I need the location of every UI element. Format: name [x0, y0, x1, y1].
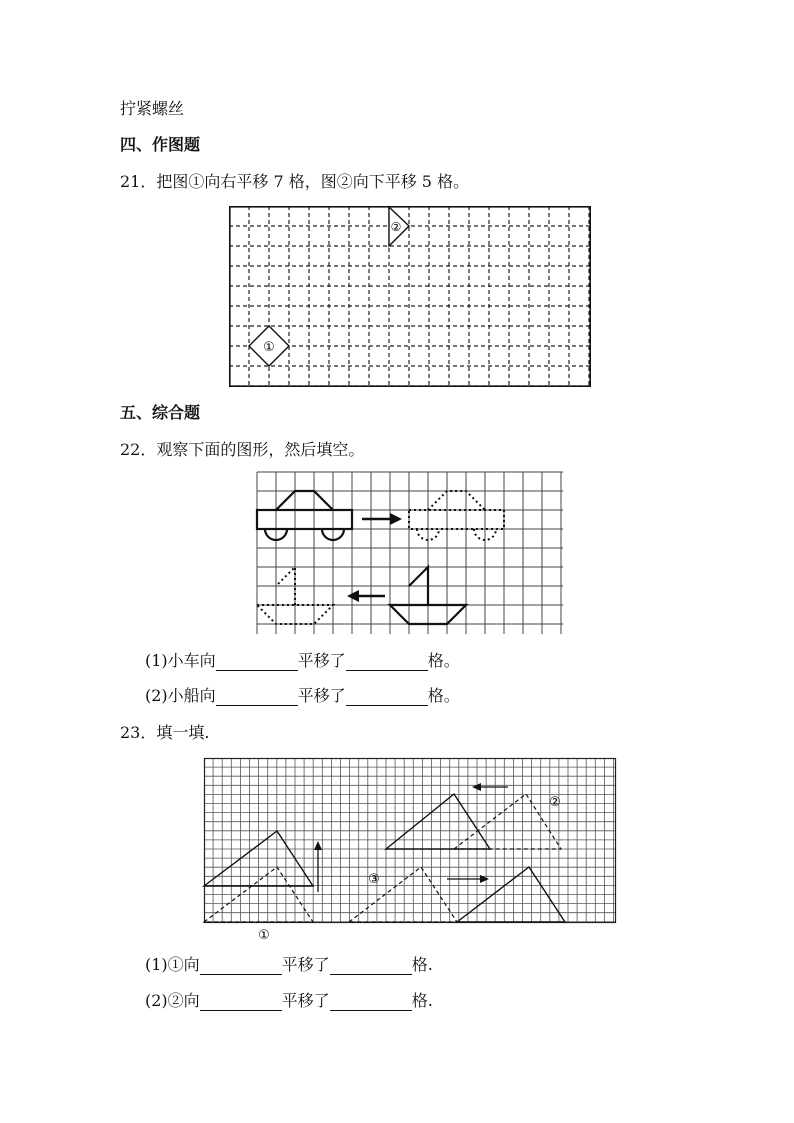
q22-sub2-suffix: 格。 [427, 686, 460, 705]
q22-sub2-prefix: (2)小船向 [145, 686, 216, 705]
question-21-text: 21．把图①向右平移 7 格，图②向下平移 5 格。 [120, 172, 470, 191]
q23-sub1 [145, 955, 433, 975]
section-4-title: 四、作图题 [120, 135, 201, 154]
q23-grid-figure [204, 758, 616, 943]
q23-sub1-mid: 平移了 [281, 955, 330, 974]
q22-arrow-right [362, 513, 402, 525]
q22-sub1 [145, 651, 460, 671]
q23-sub1-prefix: (1)①向 [145, 955, 200, 974]
q21-label-2: ② [390, 220, 402, 234]
q23-label-3: ③ [368, 872, 380, 887]
q23-sub2-prefix: (2)②向 [145, 991, 200, 1010]
q22-sub2-blank-count[interactable] [346, 689, 428, 706]
q22-sub1-prefix: (1)小车向 [145, 651, 216, 670]
q23-sub2-blank-direction[interactable] [200, 994, 282, 1011]
q23-sub2-suffix: 格. [411, 991, 433, 1010]
q23-label-1: ① [258, 928, 270, 943]
question-23-text: 23．填一填. [120, 723, 210, 742]
q21-label-1: ① [263, 340, 275, 355]
q23-sub2-mid: 平移了 [281, 991, 330, 1010]
q22-car-original [257, 491, 352, 540]
q22-sub1-blank-direction[interactable] [216, 654, 298, 671]
q23-sub2 [145, 991, 433, 1011]
section-5-title: 五、综合题 [120, 403, 201, 422]
q22-sub2-mid: 平移了 [297, 686, 346, 705]
q22-sub2-blank-direction[interactable] [216, 689, 298, 706]
q23-sub1-blank-direction[interactable] [200, 958, 282, 975]
q22-arrow-left [347, 590, 385, 602]
question-22-text: 22．观察下面的图形，然后填空。 [120, 440, 365, 459]
q22-grid-figure [257, 472, 563, 634]
q23-arrow-up [314, 841, 322, 892]
top-text: 拧紧螺丝 [120, 99, 185, 118]
q23-sub1-suffix: 格. [411, 955, 433, 974]
q22-car-translated [409, 491, 504, 540]
q22-sub2 [145, 686, 460, 706]
q23-sub2-blank-count[interactable] [330, 994, 412, 1011]
q22-sub1-mid: 平移了 [297, 651, 346, 670]
q21-grid-figure [229, 206, 591, 387]
q22-sub1-blank-count[interactable] [346, 654, 428, 671]
q23-label-2: ② [549, 795, 561, 810]
q22-sub1-suffix: 格。 [427, 651, 460, 670]
q23-sub1-blank-count[interactable] [330, 958, 412, 975]
